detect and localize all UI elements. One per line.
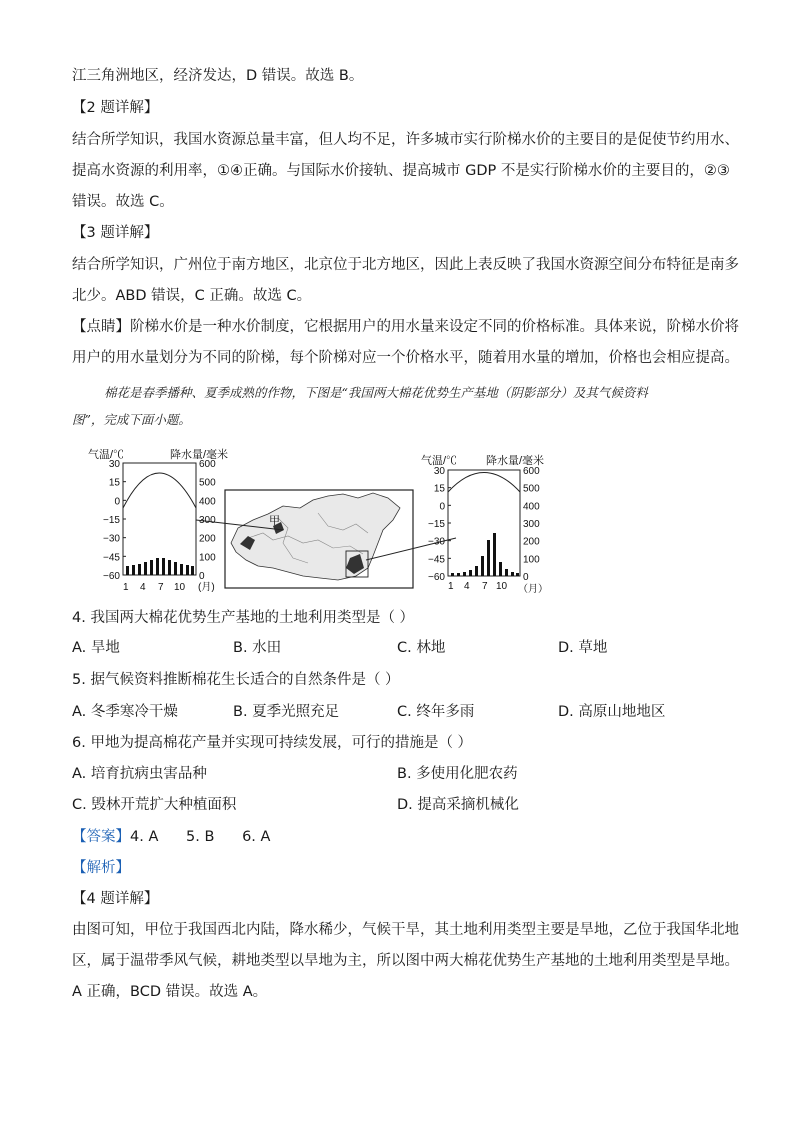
temp-tick: −45 <box>103 552 120 564</box>
temp-tick: −45 <box>428 554 445 566</box>
option-a: A. 培育抗病虫害品种 <box>72 766 207 782</box>
temp-tick: −60 <box>103 571 120 582</box>
question-stem-5: 5. 据气候资料推断棉花生长适合的自然条件是（ ） <box>72 672 400 688</box>
option-c: C. 毁林开荒扩大种植面积 <box>72 797 237 813</box>
temp-tick: 30 <box>108 459 120 470</box>
temp-tick: −30 <box>103 533 120 545</box>
temp-tick: 30 <box>433 466 445 477</box>
precip-tick: 0 <box>199 571 205 582</box>
china-map <box>196 490 456 588</box>
text-line: 结合所学知识，我国水资源总量丰富，但人均不足，许多城市实行阶梯水价的主要目的是促使节约用水、 <box>72 132 739 148</box>
section-heading-q3: 【3 题详解】 <box>72 225 159 241</box>
text-line: 北少。ABD 错误，C 正确。故选 C。 <box>72 288 312 304</box>
climate-map-figure <box>88 448 568 598</box>
left-climate-chart <box>88 448 228 593</box>
precip-axis-label: 降水量/毫米 <box>486 455 545 467</box>
temp-tick: 15 <box>108 477 120 489</box>
section-heading-q4: 【4 题详解】 <box>72 891 159 907</box>
month-unit: （月） <box>518 584 548 595</box>
option-a: A. 冬季寒冷干燥 <box>72 704 178 720</box>
text-line: 提高水资源的利用率，①④正确。与国际水价接轨、提高城市 GDP 不是实行阶梯水价的主要目的，②③ <box>72 163 730 179</box>
precip-tick: 0 <box>523 572 529 583</box>
precip-tick: 500 <box>523 483 540 495</box>
option-a: A. 旱地 <box>72 640 120 656</box>
right-climate-chart <box>421 453 548 595</box>
precip-tick: 400 <box>199 496 216 508</box>
month-tick: 7 <box>158 582 164 593</box>
month-tick: 1 <box>448 581 454 592</box>
option-b: B. 夏季光照充足 <box>233 704 340 720</box>
option-d: D. 提高采摘机械化 <box>397 797 519 813</box>
text-line: 错误。故选 C。 <box>72 194 174 210</box>
answer-line <box>72 827 270 847</box>
option-b: B. 水田 <box>233 640 282 656</box>
question-intro: 棉花是春季播种、夏季成熟的作物，下图是“我国两大棉花优势生产基地（阴影部分）及其气候资料 <box>104 385 648 400</box>
precip-tick: 300 <box>199 515 216 526</box>
text-line: A 正确，BCD 错误。故选 A。 <box>72 984 268 1000</box>
option-d: D. 高原山地地区 <box>558 704 666 720</box>
temp-tick: −30 <box>428 536 445 548</box>
text-line: 由图可知，甲位于我国西北内陆，降水稀少，气候干旱，其土地利用类型主要是旱地，乙位于我国华北地 <box>72 922 739 938</box>
temp-axis-label: 气温/℃ <box>88 449 125 461</box>
month-tick: 1 <box>123 582 129 593</box>
precip-tick: 500 <box>199 477 216 489</box>
month-tick: 10 <box>174 582 186 593</box>
text-line: 江三角洲地区，经济发达，D 错误。故选 B。 <box>72 68 364 84</box>
precip-tick: 200 <box>199 533 216 545</box>
text-line: 【点睛】阶梯水价是一种水价制度，它根据用户的用水量来设定不同的价格标准。具体来说，阶梯水价将 <box>72 319 739 335</box>
month-tick: 4 <box>140 582 146 593</box>
option-c: C. 林地 <box>397 640 446 656</box>
month-tick: 4 <box>464 581 470 592</box>
answer-values: 4. A 5. B 6. A <box>130 829 271 845</box>
question-stem-4: 4. 我国两大棉花优势生产基地的土地利用类型是（ ） <box>72 610 415 626</box>
option-c: C. 终年多雨 <box>397 704 475 720</box>
temp-tick: 15 <box>433 483 445 495</box>
month-tick: 10 <box>496 581 508 592</box>
temp-tick: −15 <box>103 515 120 526</box>
analysis-tag: 【解析】 <box>72 860 130 876</box>
precip-tick: 300 <box>523 519 540 530</box>
precip-tick: 400 <box>523 501 540 513</box>
precip-axis-label: 降水量/毫米 <box>170 449 229 461</box>
temp-tick: 0 <box>114 496 120 508</box>
temp-tick: 0 <box>439 501 445 513</box>
option-b: B. 多使用化肥农药 <box>397 766 518 782</box>
precip-tick: 100 <box>199 552 216 564</box>
question-stem-6: 6. 甲地为提高棉花产量并实现可持续发展，可行的措施是（ ） <box>72 735 473 751</box>
month-unit: (月) <box>198 582 215 593</box>
text-line: 区，属于温带季风气候，耕地类型以旱地为主，所以图中两大棉花优势生产基地的土地利用类型是旱地。 <box>72 953 739 969</box>
precip-tick: 100 <box>523 554 540 566</box>
temp-tick: −60 <box>428 572 445 583</box>
question-intro: 图”，完成下面小题。 <box>72 412 191 427</box>
map-label-jia: 甲 <box>269 515 280 527</box>
answer-tag: 【答案】 <box>72 829 130 845</box>
text-line: 结合所学知识，广州位于南方地区，北京位于北方地区，因此上表反映了我国水资源空间分布特征是南多 <box>72 257 739 273</box>
section-heading-q2: 【2 题详解】 <box>72 100 159 116</box>
precip-tick: 600 <box>199 459 216 470</box>
temp-axis-label: 气温/℃ <box>421 455 458 467</box>
precip-tick: 200 <box>523 536 540 548</box>
temp-tick: −15 <box>428 519 445 530</box>
option-d: D. 草地 <box>558 640 608 656</box>
precip-tick: 600 <box>523 466 540 477</box>
text-line: 用户的用水量划分为不同的阶梯，每个阶梯对应一个价格水平，随着用水量的增加，价格也会相应提高。 <box>72 350 739 366</box>
month-tick: 7 <box>482 581 488 592</box>
